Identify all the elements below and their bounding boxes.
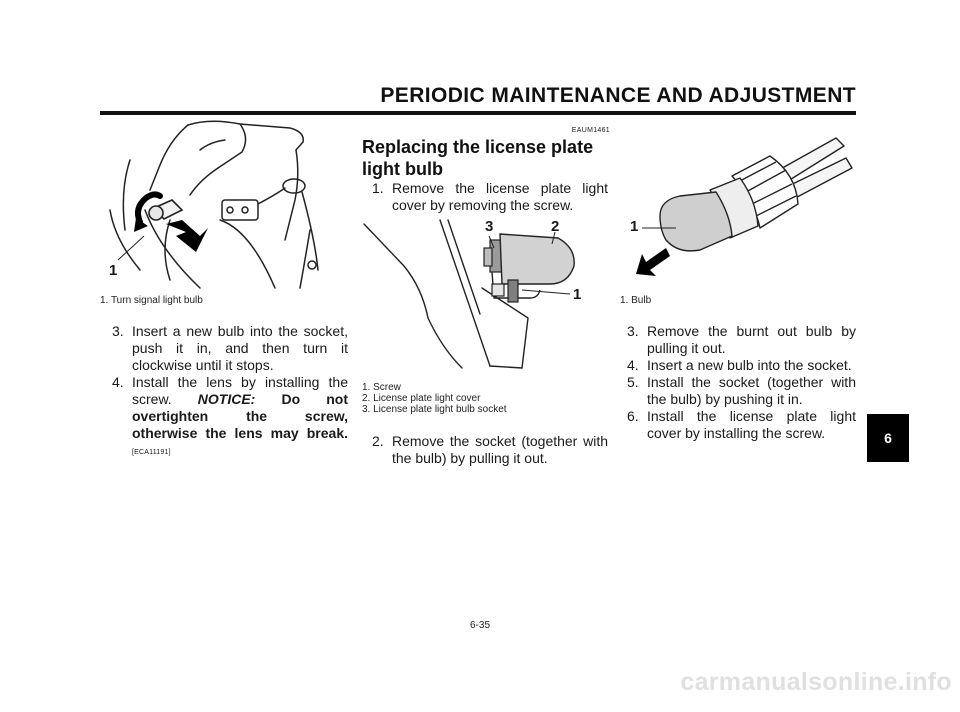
caption-screw: 1. Screw (362, 382, 401, 393)
turn-signal-illustration (100, 120, 340, 290)
license-figure-label-1: 1 (573, 286, 582, 303)
license-caption (362, 382, 507, 415)
right-step-4-text: Insert a new bulb into the socket. (647, 357, 852, 373)
right-step-6-number: 6. (627, 408, 639, 424)
section-heading: Replacing the license plate light bulb (362, 137, 594, 179)
header-rule (100, 111, 856, 115)
watermark: carmanualsonline.info (680, 668, 952, 696)
right-step-5-text: Install the socket (together with the bulb) by pushing it in. (647, 374, 856, 407)
right-step-4-number: 4. (627, 357, 639, 373)
section-doc-code: EAUM1461 (571, 127, 610, 134)
turn-signal-figure-label: 1 (109, 262, 118, 279)
middle-steps-top (372, 180, 608, 214)
left-step-3-text: Insert a new bulb into the socket, push it in, and then turn it clockwise until it stops. (132, 323, 348, 373)
left-step-4-text: Install the lens by installing the screw. (132, 374, 348, 407)
chapter-tab[interactable] (867, 414, 909, 462)
left-step-3 (112, 323, 348, 374)
chapter-tab-label: 6 (884, 430, 892, 446)
notice-text: Do not overtighten the screw, otherwise the lens may break. (132, 391, 348, 441)
left-step-4-number: 4. (112, 374, 124, 390)
middle-steps-bottom (372, 433, 608, 467)
middle-step-2 (372, 433, 608, 467)
right-step-3-text: Remove the burnt out bulb by pulling it out. (647, 323, 856, 356)
caption-cover: 2. License plate light cover (362, 393, 481, 404)
right-steps-list (627, 323, 856, 442)
caption-socket: 3. License plate light bulb socket (362, 404, 507, 415)
left-steps-list (112, 323, 348, 461)
bulb-caption: 1. Bulb (620, 295, 652, 306)
page-number: 6-35 (469, 620, 490, 631)
left-step-3-number: 3. (112, 323, 124, 339)
license-figure-label-2: 2 (551, 218, 560, 235)
right-step-3 (627, 323, 856, 357)
middle-step-1-text: Remove the license plate light cover by removing the screw. (392, 180, 608, 213)
middle-step-2-text: Remove the socket (together with the bulb) by pulling it out. (392, 433, 608, 466)
turn-signal-caption: 1. Turn signal light bulb (100, 295, 203, 306)
right-step-4 (627, 357, 856, 374)
notice-label: NOTICE: (197, 391, 256, 407)
right-step-5 (627, 374, 856, 408)
right-step-5-number: 5. (627, 374, 639, 390)
license-figure-label-3: 3 (485, 218, 494, 235)
caution-code: [ECA11191] (132, 449, 171, 456)
left-step-4 (112, 374, 348, 461)
middle-step-1 (372, 180, 608, 214)
middle-step-1-number: 1. (372, 180, 384, 196)
license-light-illustration (362, 218, 602, 378)
middle-step-2-number: 2. (372, 433, 384, 449)
bulb-illustration (620, 130, 860, 290)
right-step-6-text: Install the license plate light cover by installing the screw. (647, 408, 856, 441)
page-header-title: PERIODIC MAINTENANCE AND ADJUSTMENT (380, 84, 856, 107)
right-step-6 (627, 408, 856, 442)
bulb-figure-label: 1 (630, 218, 639, 235)
right-step-3-number: 3. (627, 323, 639, 339)
